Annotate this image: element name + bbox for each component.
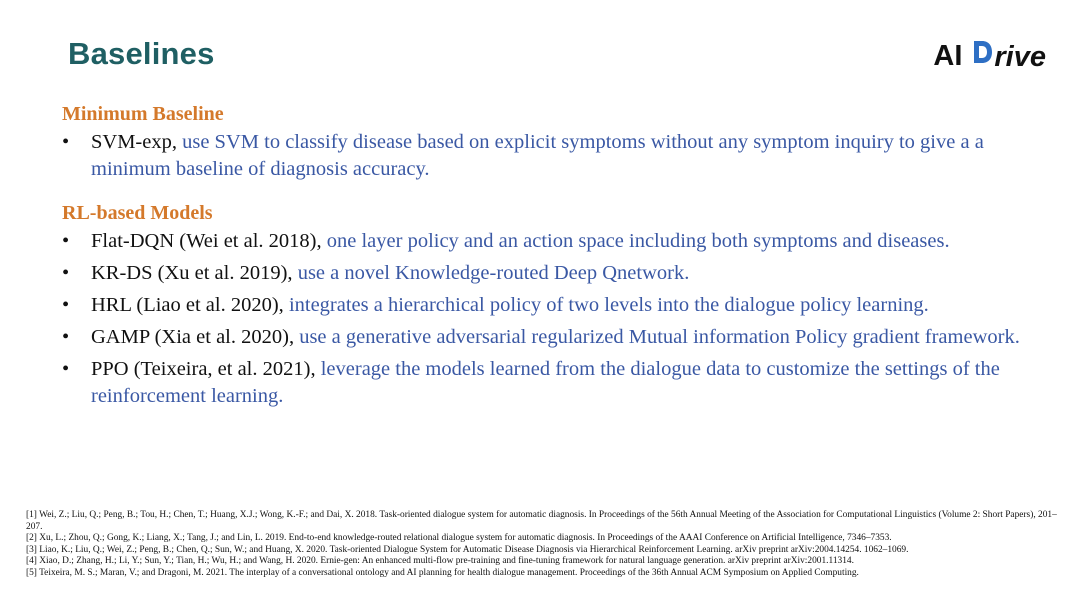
bullet-list: [62, 129, 1052, 183]
section-heading: Minimum Baseline: [62, 103, 224, 125]
reference-entry: [5] Teixeira, M. S.; Maran, V.; and Dragoni, M. 2021. The interplay of a conversational ontology and AI planning for health dialogue management. Proceedings of the 36th Annual ACM Symposium on Applied Computing.: [26, 567, 859, 578]
model-description: one layer policy and an action space including both symptoms and diseases.: [326, 230, 950, 252]
section: [62, 102, 1052, 183]
bullet-icon: •: [62, 358, 70, 380]
reference-entry: [1] Wei, Z.; Liu, Q.; Peng, B.; Tou, H.; Chen, T.; Huang, X.J.; Wong, K.-F.; and Dai, X. 2018. Task-oriented dialogue system for automatic diagnosis. In Proceedings of the 56th Annual Meeting of the Association for Computational Linguistics (Volume 2: Short Papers), 201–207.: [26, 510, 1057, 532]
slide-title: Baselines: [68, 36, 215, 71]
bullet-icon: •: [62, 131, 70, 153]
bullet-list: [62, 228, 1052, 410]
list-item: [62, 129, 1052, 183]
model-name: PPO (Teixeira, et al. 2021),: [91, 358, 316, 380]
list-item: [62, 324, 1052, 351]
reference-entry: [4] Xiao, D.; Zhang, H.; Li, Y.; Sun, Y.; Tian, H.; Wu, H.; and Wang, H. 2020. Ernie-gen: An enhanced multi-flow pre-training and fine-tuning framework for natural language generation. arXiv preprint arXiv:2001.11314.: [26, 556, 854, 567]
model-description: leverage the models learned from the dialogue data to customize the settings of the reinforcement learning.: [91, 358, 1000, 407]
bullet-icon: •: [62, 262, 70, 284]
list-item: [62, 356, 1052, 410]
bullet-icon: •: [62, 230, 70, 252]
bullet-icon: •: [62, 294, 70, 316]
model-name: HRL (Liao et al. 2020),: [91, 294, 284, 316]
logo-text-rive: rive: [994, 41, 1046, 73]
list-item: [62, 228, 1052, 255]
logo-text-ai: AI: [933, 39, 963, 72]
logo-d-mark-icon: [970, 38, 994, 66]
bullet-icon: •: [62, 326, 70, 348]
model-name: KR-DS (Xu et al. 2019),: [91, 262, 293, 284]
model-description: use a generative adversarial regularized Mutual information Policy gradient framework.: [299, 326, 1020, 348]
model-description: integrates a hierarchical policy of two levels into the dialogue policy learning.: [288, 294, 929, 316]
section-heading: RL-based Models: [62, 202, 213, 224]
ai-drive-logo: [933, 38, 1046, 74]
reference-entry: [3] Liao, K.; Liu, Q.; Wei, Z.; Peng, B.; Chen, Q.; Sun, W.; and Huang, X. 2020. Task-oriented Dialogue System for Automatic Disease Diagnosis via Hierarchical Reinforcement Learning. arXiv preprint arXiv:2004.14254. 1062–1069.: [26, 544, 909, 555]
references-footnotes: [26, 510, 1066, 580]
model-description: use a novel Knowledge-routed Deep Qnetwork.: [297, 262, 690, 284]
reference-entry: [2] Xu, L.; Zhou, Q.; Gong, K.; Liang, X.; Tang, J.; and Lin, L. 2019. End-to-end knowledge-routed relational dialogue system for automatic diagnosis. In Proceedings of the AAAI Conference on Artificial Intelligence, 7346–7353.: [26, 533, 892, 544]
slide-body: [62, 102, 1052, 415]
model-name: GAMP (Xia et al. 2020),: [91, 326, 295, 348]
section: [62, 201, 1052, 410]
list-item: [62, 260, 1052, 287]
model-description: use SVM to classify disease based on explicit symptoms without any symptom inquiry to give a a minimum baseline of diagnosis accuracy.: [91, 131, 984, 180]
model-name: SVM-exp,: [91, 131, 177, 153]
list-item: [62, 292, 1052, 319]
model-name: Flat-DQN (Wei et al. 2018),: [91, 230, 322, 252]
